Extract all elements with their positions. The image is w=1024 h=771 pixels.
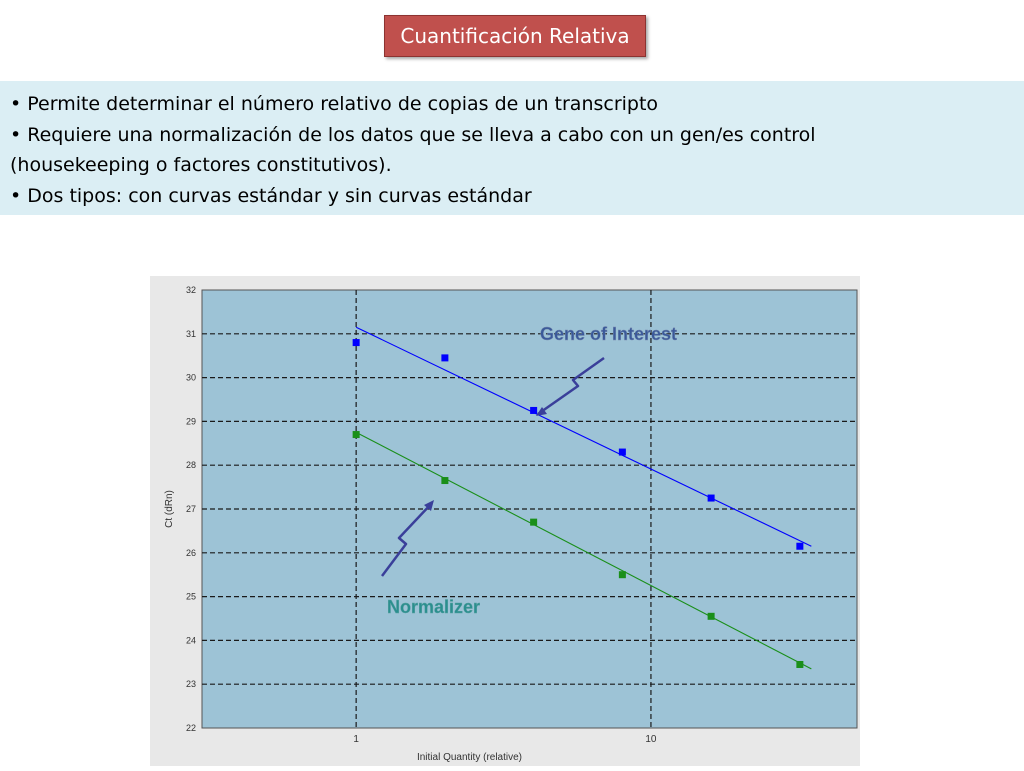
y-tick-label: 32: [185, 285, 196, 295]
gene-of-interest-label: Gene of Interest: [540, 324, 678, 344]
data-point: [530, 407, 537, 414]
data-point: [796, 543, 803, 550]
y-tick-label: 25: [185, 591, 196, 602]
data-point: [796, 661, 803, 668]
slide-title: Cuantificación Relativa: [384, 15, 646, 57]
y-tick-label: 23: [185, 679, 196, 690]
y-tick-label: 28: [185, 460, 196, 471]
y-tick-label: 24: [185, 635, 196, 646]
normalizer-label: Normalizer: [387, 597, 481, 617]
data-point: [441, 354, 448, 361]
y-tick-label: 27: [185, 504, 196, 514]
bullet-item: • Permite determinar el número relativo de copias de un transcripto: [10, 93, 659, 115]
data-point: [530, 519, 537, 526]
data-point: [353, 431, 360, 438]
bullet-item: • Requiere una normalización de los datos que se lleva a cabo con un gen/es control: [10, 123, 816, 146]
y-tick-label: 22: [185, 723, 196, 733]
x-tick-label: 10: [645, 734, 657, 745]
bullet-item: (housekeeping o factores constitutivos).: [10, 154, 392, 176]
data-point: [353, 339, 360, 346]
data-point: [619, 571, 626, 578]
bullet-item: • Dos tipos: con curvas estándar y sin curvas estándar: [10, 184, 532, 207]
bullet-list: [0, 81, 1024, 215]
y-axis-label: Ct (dRn): [164, 490, 175, 528]
data-point: [708, 613, 715, 620]
standard-curve-chart: [150, 276, 860, 771]
y-tick-label: 30: [185, 372, 196, 383]
y-tick-label: 31: [185, 328, 196, 339]
y-tick-label: 29: [185, 416, 196, 427]
x-tick-label: 1: [353, 734, 359, 745]
chart-canvas: [150, 276, 860, 766]
data-point: [708, 495, 715, 502]
data-point: [441, 477, 448, 484]
x-axis-label: Initial Quantity (relative): [416, 752, 523, 763]
data-point: [619, 449, 626, 456]
y-tick-label: 26: [185, 547, 196, 558]
